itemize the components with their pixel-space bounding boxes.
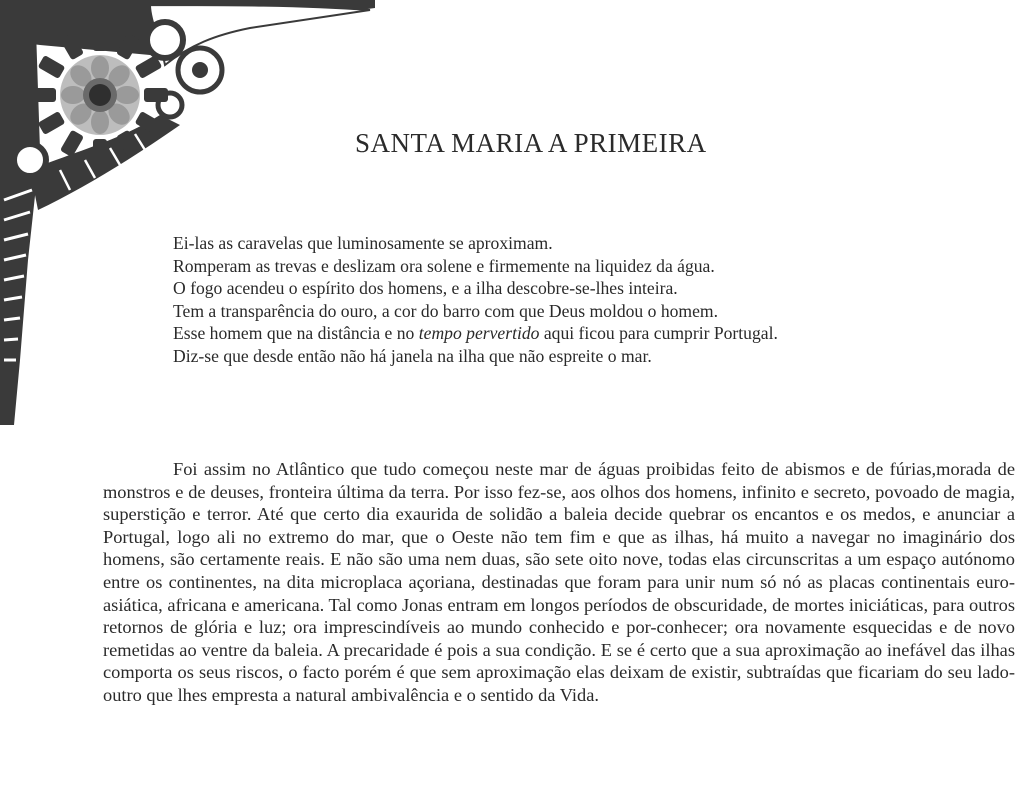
poem-line: Diz-se que desde então não há janela na ilha que não espreite o mar. [173,345,652,366]
body-paragraph: Foi assim no Atlântico que tudo começou neste mar de águas proibidas feito de abismos e de fúrias,morada de monstros e de deuses, fronteira última da terra. Por isso fez-se, aos olhos dos homens, infinito e secreto, povoado de magia, superstição e terror. Até que certo dia exaurida de solidão a baleia decide quebrar os encantos e os medos, e anunciar a Portugal, logo ali no extremo do mar, que o Oeste não tem fim e que as ilhas, há muito a navegar no imaginário dos homens, são certamente reais. E não são uma nem duas, são sete oito nove, todas elas circunscritas a um espaço autónomo entre os continentes, na dita microplaca açoriana, destinadas que foram para unir num só nó as placas continentais euro-asiática, africana e americana. Tal como Jonas entram em longos períodos de obscuridade, de mortes iniciáticas, para outros retornos de glória e luz; ora imprescindíveis ao mundo conhecido e por-conhecer; ora novamente esquecidas e de novo remetidas ao ventre da baleia. A precaridade é pois a sua condição. E se é certo que a sua aproximação ao inefável das ilhas comporta os seus riscos, o facto porém é que sem aproximação elas deixam de existir, subtraídas que ficariam do seu lado-outro que lhes empresta a natural ambivalência e o sentido da Vida. [103,459,1015,705]
ornament-side-rosette [178,48,222,92]
poem-line-segment: Esse homem que na distância e no [173,323,419,344]
poem-line: Tem a transparência do ouro, a cor do barro com que Deus moldou o homem. [173,300,718,321]
ornament-curl-top [147,22,183,58]
ornament-curl-left [14,144,46,176]
poem-line [173,322,933,345]
poem-line: O fogo acendeu o espírito dos homens, e a ilha descobre-se-lhes inteira. [173,278,678,299]
poem-line: Ei-las as caravelas que luminosamente se aproximam. [173,233,553,253]
poem [173,232,933,368]
page-title: SANTA MARIA A PRIMEIRA [355,128,707,158]
poem-line-segment: aqui ficou para cumprir Portugal. [539,323,778,344]
poem-line: Romperam as trevas e deslizam ora solene e firmemente na liquidez da água. [173,255,715,276]
poem-line-italic: tempo pervertido [418,323,540,344]
